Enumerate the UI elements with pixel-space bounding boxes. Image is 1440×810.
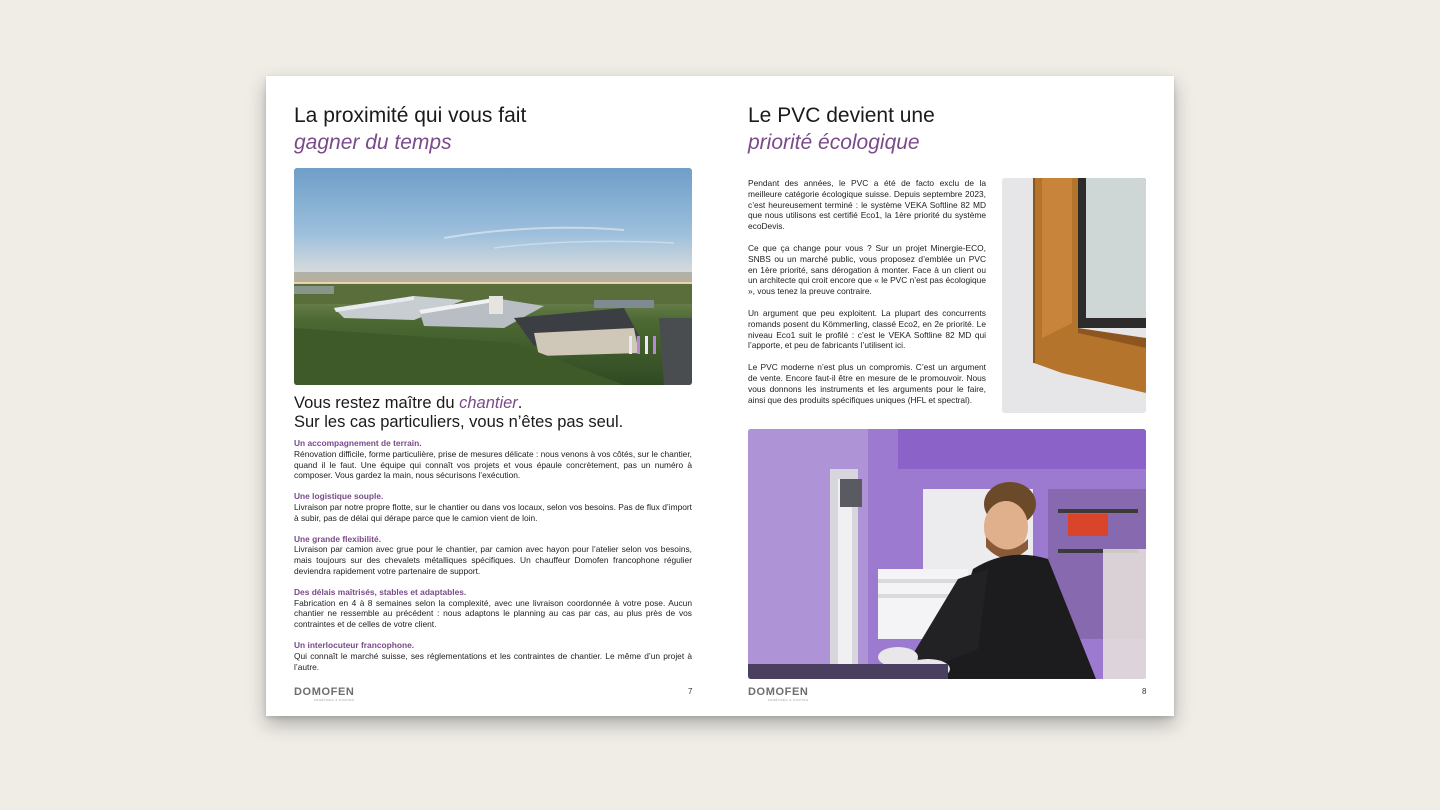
- subtitle-part1: Vous restez maître du: [294, 394, 460, 412]
- right-title-line2: priorité écologique: [748, 131, 920, 154]
- feature-heading: Des délais maîtrisés, stables et adaptables.: [294, 586, 467, 597]
- logo-tagline: FENÊTRES & PORTES: [768, 698, 809, 702]
- domofen-logo: [294, 686, 354, 702]
- subtitle-part2: .: [517, 394, 523, 412]
- body-paragraph: Un argument que peu exploitent. La plupart des concurrents romands posent du Kömmerling, classé Eco2, en 2e priorité. Le niveau Eco1 suit le profilé : c’est le VEKA Softline 82 MD qui l’apporte, et peu de fabricants l’utilisent ici.: [748, 307, 986, 351]
- logo-wordmark: DOMOFEN: [294, 686, 355, 698]
- feature-heading: Un accompagnement de terrain.: [294, 438, 422, 448]
- feature-item: [294, 491, 692, 523]
- aerial-factory-photo: [294, 168, 692, 385]
- left-page: [266, 76, 720, 716]
- feature-text: Livraison par notre propre flotte, sur le chantier ou dans vos locaux, selon vos besoins. Pas de flux d’import à subir, pas de délai qui dérape parce que le camion vient de loin.: [294, 501, 692, 523]
- domofen-logo: [748, 686, 808, 702]
- left-page-title: [294, 102, 526, 156]
- right-page: [720, 76, 1174, 716]
- feature-item: [294, 640, 692, 672]
- left-title-line2: gagner du temps: [294, 131, 452, 154]
- brochure-spread: [266, 76, 1174, 716]
- feature-item: [294, 438, 692, 481]
- body-paragraph: Le PVC moderne n’est plus un compromis. C’est un argument de vente. Encore faut-il être en mesure de le promouvoir. Nous vous donnons les instruments et les arguments pour le faire, ainsi que des produits spécifiques uniques (HFL et spectral).: [748, 362, 986, 405]
- page-number: 8: [1142, 687, 1147, 696]
- page-number: 7: [688, 687, 693, 696]
- feature-item: [294, 587, 692, 630]
- window-profile-photo: [1002, 178, 1146, 413]
- feature-heading: Une logistique souple.: [294, 491, 384, 502]
- right-page-title: [748, 102, 935, 156]
- feature-heading: Un interlocuteur francophone.: [294, 639, 415, 650]
- workshop-worker-photo: [748, 429, 1146, 679]
- logo-tagline: FENÊTRES & PORTES: [314, 698, 355, 702]
- feature-text: Fabrication en 4 à 8 semaines selon la complexité, avec une livraison coordonnée à votre pose. Aucun chantier ne ressemble au précédent : nous adaptons le planning au cas par cas, au plus près de vos contraintes et de celles de votre client.: [294, 597, 692, 630]
- feature-item: [294, 534, 692, 577]
- feature-list: [294, 438, 692, 682]
- left-subtitle: [294, 394, 623, 432]
- body-paragraph: Pendant des années, le PVC a été de facto exclu de la meilleure catégorie écologique suisse. Depuis septembre 2023, c’est heureusement terminé : le système VEKA Softline 82 MD que nous utilisons est certifié Eco1, la 1ère priorité du système ecoDevis.: [748, 178, 986, 232]
- right-title-line1: Le PVC devient une: [748, 104, 935, 127]
- feature-text: Livraison par camion avec grue pour le chantier, par camion avec hayon pour l’atelier selon vos besoins, mais toujours sur des chevalets métalliques spécifiques. Un chauffeur Domofen francophone régulier deviendra rapidement votre partenaire de support.: [294, 544, 692, 576]
- feature-text: Qui connaît le marché suisse, ses réglementations et les contraintes de chantier. Le même d’un projet à l’autre.: [294, 650, 692, 672]
- feature-text: Rénovation difficile, forme particulière, prise de mesures délicate : nous venons à vos côtés, sur le chantier, quand il le faut. Une équipe qui connaît vos projets et vous épaule concrètement, pas un numéro à composer. Vous gardez la main, nous sécurisons l’exécution.: [294, 448, 692, 481]
- logo-wordmark: DOMOFEN: [748, 686, 809, 698]
- pvc-body-text: [748, 178, 986, 416]
- body-paragraph: Ce que ça change pour vous ? Sur un projet Minergie-ECO, SNBS ou un marché public, vous proposez d’emblée un PVC en 1ère priorité, sans dérogation à monter. Face à un client ou un architecte qui croit encore que « le PVC n’est pas écologique », vous tenez la preuve contraire.: [748, 242, 986, 297]
- subtitle-emphasis: chantier: [459, 394, 518, 412]
- subtitle-line2: Sur les cas particuliers, vous n’êtes pas seul.: [294, 413, 624, 431]
- left-title-line1: La proximité qui vous fait: [294, 104, 527, 127]
- feature-heading: Une grande flexibilité.: [294, 533, 382, 544]
